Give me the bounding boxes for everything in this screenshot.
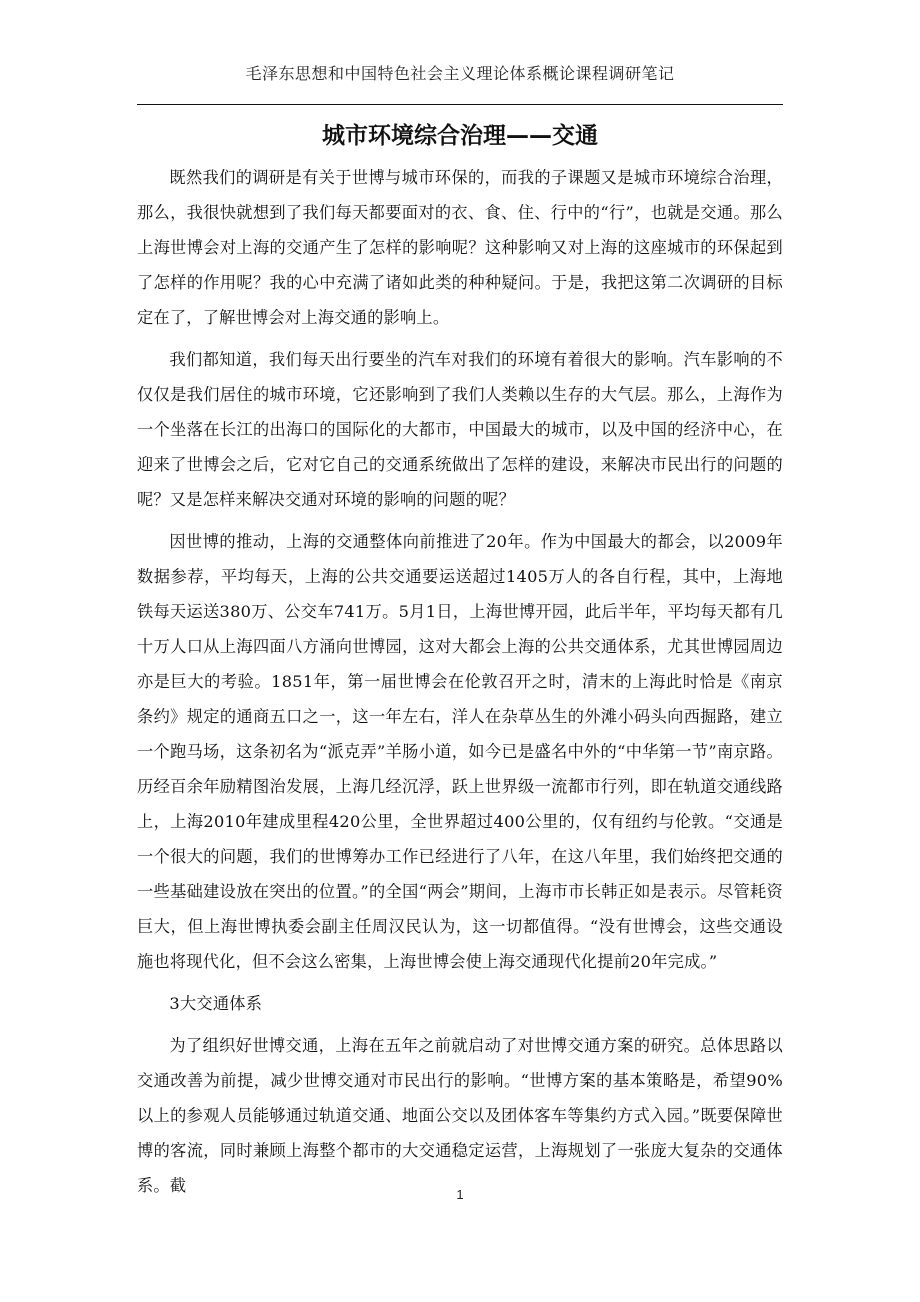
paragraph-3: 因世博的推动，上海的交通整体向前推进了20年。作为中国最大的都会，以2009年数据参荐，平均每天，上海的公共交通要运送超过1405万人的各自行程，其中，上海地铁每天运送380万、公交车741万。5月1日，上海世博开园，此后半年，平均每天都有几十万人口从上海四面八方涌向世博园，这对大都会上海的公共交通体系，尤其世博园周边亦是巨大的考验。1851年，第一届世博会在伦敦召开之时，清末的上海此时恰是《南京条约》规定的通商五口之一，这一年左右，洋人在杂草丛生的外滩小码头向西掘路，建立一个跑马场，这条初名为“派克弄”羊肠小道，如今已是盛名中外的“中华第一节”南京路。历经百余年励精图治发展，上海几经沉浮，跃上世界级一流都市行列，即在轨道交通线路上，上海2010年建成里程420公里，全世界超过400公里的，仅有纽约与伦敦。“交通是一个很大的问题，我们的世博筹办工作已经进行了八年，在这八年里，我们始终把交通的一些基础建设放在突出的位置。”的全国“两会”期间，上海市市长韩正如是表示。尽管耗资巨大，但上海世博执委会副主任周汉民认为，这一切都值得。“没有世博会，这些交通设施也将现代化，但不会这么密集，上海世博会使上海交通现代化提前20年完成。”	[137, 532, 783, 971]
header-divider	[137, 104, 783, 105]
section-heading: 3大交通体系	[169, 994, 263, 1013]
running-header: 毛泽东思想和中国特色社会主义理论体系概论课程调研笔记	[245, 64, 675, 83]
paragraph-1: 既然我们的调研是有关于世博与城市环保的，而我的子课题又是城市环境综合治理，那么，我很快就想到了我们每天都要面对的衣、食、住、行中的“行”，也就是交通。那么上海世博会对上海的交通产生了怎样的影响呢？这种影响又对上海的这座城市的环保起到了怎样的作用呢？我的心中充满了诸如此类的种种疑问。于是，我把这第二次调研的目标定在了，了解世博会对上海交通的影响上。	[137, 168, 783, 327]
paragraph-4: 为了组织好世博交通，上海在五年之前就启动了对世博交通方案的研究。总体思路以交通改善为前提，减少世博交通对市民出行的影响。“世博方案的基本策略是，希望90%以上的参观人员能够通过轨道交通、地面公交以及团体客车等集约方式入园。”既要保障世博的客流，同时兼顾上海整个都市的大交通稳定运营，上海规划了一张庞大复杂的交通体系。截	[137, 1036, 783, 1195]
body-text	[137, 160, 783, 1210]
paragraph-2: 我们都知道，我们每天出行要坐的汽车对我们的环境有着很大的影响。汽车影响的不仅仅是我们居住的城市环境，它还影响到了我们人类赖以生存的大气层。那么，上海作为一个坐落在长江的出海口的国际化的大都市，中国最大的城市，以及中国的经济中心，在迎来了世博会之后，它对它自己的交通系统做出了怎样的建设，来解决市民出行的问题的呢？又是怎样来解决交通对环境的影响的问题的呢？	[137, 350, 783, 509]
document-title: 城市环境综合治理——交通	[322, 123, 598, 149]
page-number: 1	[456, 1187, 464, 1202]
